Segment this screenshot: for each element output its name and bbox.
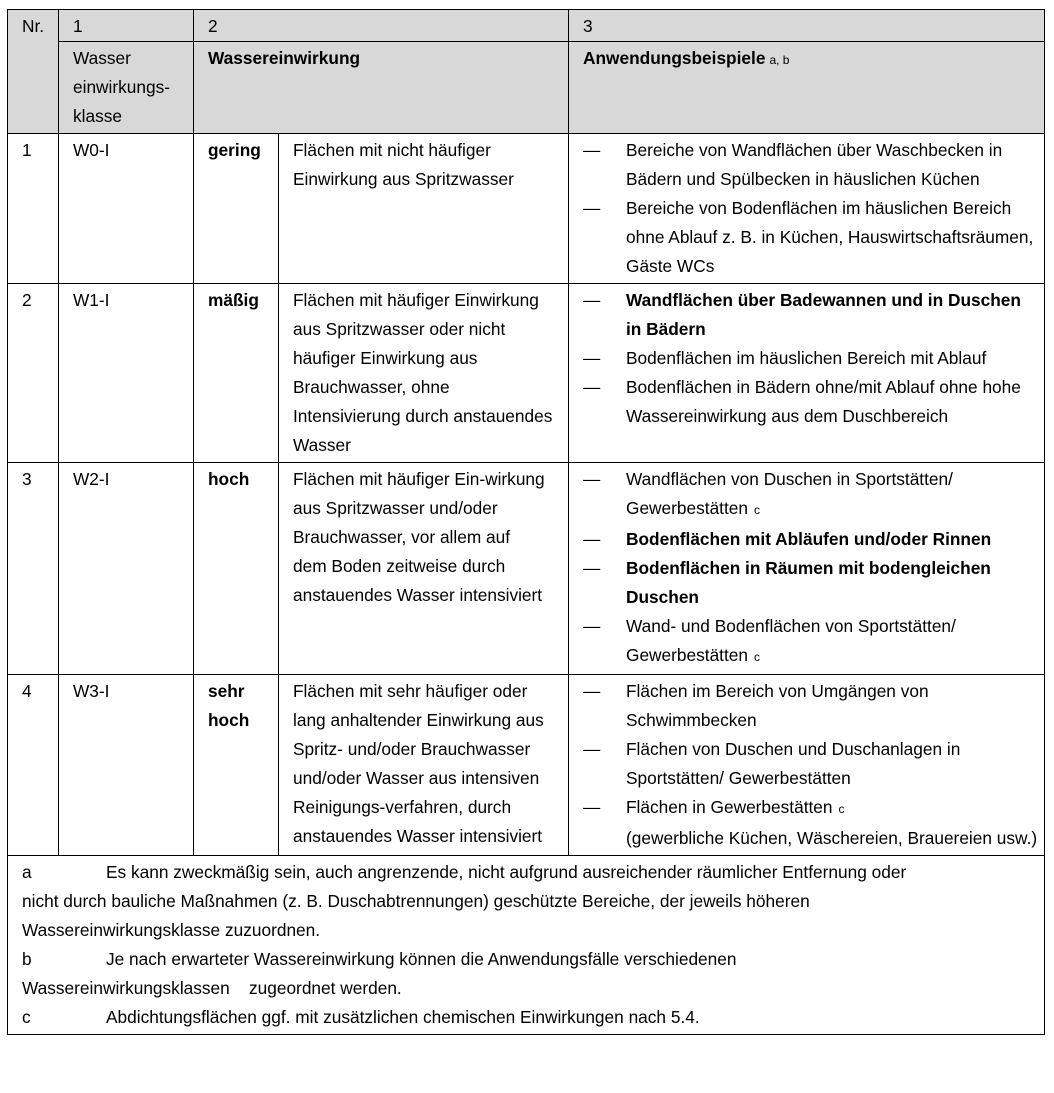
footnote-a-text: Es kann zweckmäßig sein, auch angrenzende, nicht aufgrund ausreichender räumlicher Entfernung oder: [106, 862, 907, 882]
header-col3-title: [569, 42, 1045, 134]
footnote-a-tag: a: [22, 862, 32, 882]
list-item: [583, 465, 1038, 525]
row-examples: [569, 284, 1045, 463]
row-level: hoch: [194, 463, 279, 675]
dash-marker: —: [583, 348, 601, 368]
row-nr: 3: [8, 463, 59, 675]
row-level: sehr hoch: [194, 675, 279, 856]
list-item: [583, 793, 1038, 853]
list-item: [583, 735, 1038, 793]
header-nr: Nr.: [8, 10, 59, 134]
header-col1-number: 1: [59, 10, 194, 42]
footnote-b-text-line2: Wassereinwirkungsklassen zugeordnet werden.: [22, 978, 402, 998]
header-col3-footnote-marks: a, b: [769, 53, 790, 67]
row-examples: [569, 134, 1045, 284]
example-text: Bodenflächen mit Abläufen und/oder Rinnen: [626, 529, 992, 549]
header-col3-number: 3: [569, 10, 1045, 42]
list-item: [583, 677, 1038, 735]
example-text: Bodenflächen im häuslichen Bereich mit Ablauf: [626, 348, 987, 368]
row-class: W1-I: [59, 284, 194, 463]
table-row: [8, 284, 1045, 463]
header-col1-title: [59, 42, 194, 134]
row-class: W0-I: [59, 134, 194, 284]
example-text: Wandflächen von Duschen in Sportstätten/ Gewerbestätten: [626, 469, 953, 518]
row-examples: [569, 463, 1045, 675]
example-text: Bereiche von Wandflächen über Waschbecken in Bädern und Spülbecken in häuslichen Küchen: [626, 140, 1003, 189]
row-level: gering: [194, 134, 279, 284]
footnotes: [8, 856, 1045, 1035]
row-class: W3-I: [59, 675, 194, 856]
row-nr: 2: [8, 284, 59, 463]
example-text: Wandflächen über Badewannen und in Duschen in Bädern: [626, 290, 1021, 339]
example-text-continuation: (gewerbliche Küchen, Wäschereien, Brauereien usw.): [626, 828, 1038, 848]
dash-marker: —: [583, 469, 601, 489]
footnote-a-text-line3: Wassereinwirkungsklasse zuzuordnen.: [22, 920, 321, 940]
header-col3-title-text: Anwendungsbeispiele: [583, 48, 766, 68]
row-class: W2-I: [59, 463, 194, 675]
row-description: Flächen mit häufiger Ein-wirkung aus Spritzwasser und/oder Brauchwasser, vor allem auf dem Boden zeitweise durch anstauendes Wasser intensiviert: [279, 463, 569, 675]
example-text: Flächen von Duschen und Duschanlagen in Sportstätten/ Gewerbestätten: [626, 739, 961, 788]
list-item: [583, 554, 1038, 612]
footnote-a: [22, 858, 1044, 887]
footnote-mark: c: [838, 802, 845, 816]
row-description: Flächen mit nicht häufiger Einwirkung aus Spritzwasser: [279, 134, 569, 284]
row-examples: [569, 675, 1045, 856]
row-description: Flächen mit sehr häufiger oder lang anhaltender Einwirkung aus Spritz- und/oder Brauchwasser und/oder Wasser aus intensiven Reinigungs-verfahren, durch anstauendes Wasser intensiviert: [279, 675, 569, 856]
row-nr: 1: [8, 134, 59, 284]
dash-marker: —: [583, 616, 601, 636]
list-item: [583, 194, 1038, 281]
list-item: [583, 525, 1038, 554]
header-col1-title-text: Wasser einwirkungs-klasse: [73, 48, 171, 126]
header-col2-number: 2: [194, 10, 569, 42]
footnote-b: [22, 945, 1044, 974]
list-item: [583, 373, 1038, 431]
row-description: [279, 284, 569, 463]
footnote-c: [22, 1003, 1044, 1032]
dash-marker: —: [583, 529, 601, 549]
dash-marker: —: [583, 797, 601, 817]
footnote-a-text-line2: nicht durch bauliche Maßnahmen (z. B. Duschabtrennungen) geschützte Bereiche, der jeweils höheren: [22, 891, 810, 911]
water-exposure-table: [7, 9, 1045, 1035]
dash-marker: —: [583, 377, 601, 397]
footnotes-row: [8, 856, 1045, 1035]
table-row: [8, 463, 1045, 675]
footnote-mark: c: [754, 503, 760, 517]
dash-marker: —: [583, 198, 601, 218]
example-text: Flächen in Gewerbestätten: [626, 797, 833, 817]
list-item: [583, 136, 1038, 194]
dash-marker: —: [583, 290, 601, 310]
footnote-b-tag: b: [22, 949, 32, 969]
list-item: [583, 286, 1038, 344]
row-level: mäßig: [194, 284, 279, 463]
dash-marker: —: [583, 739, 601, 759]
footnote-c-tag: c: [22, 1007, 31, 1027]
dash-marker: —: [583, 681, 601, 701]
footnote-mark: c: [754, 650, 760, 664]
example-text: Bereiche von Bodenflächen im häuslichen Bereich ohne Ablauf z. B. in Küchen, Hauswirtschaftsräumen, Gäste WCs: [626, 198, 1034, 276]
row-nr: 4: [8, 675, 59, 856]
example-text: Bodenflächen in Bädern ohne/mit Ablauf ohne hohe Wassereinwirkung aus dem Duschbereich: [626, 377, 1021, 426]
dash-marker: —: [583, 140, 601, 160]
footnote-b-text: Je nach erwarteter Wassereinwirkung können die Anwendungsfälle verschiedenen: [106, 949, 737, 969]
dash-marker: —: [583, 558, 601, 578]
header-row-titles: [8, 42, 1045, 134]
example-text: Flächen im Bereich von Umgängen von Schwimmbecken: [626, 681, 929, 730]
footnote-c-text: Abdichtungsflächen ggf. mit zusätzlichen chemischen Einwirkungen nach 5.4.: [106, 1007, 700, 1027]
list-item: [583, 344, 1038, 373]
list-item: [583, 612, 1038, 672]
row-description-text: Flächen mit häufiger Einwirkung aus Spritzwasser oder nicht häufiger Einwirkung aus Brauchwasser, ohne Intensivierung durch anstauendes Wasser: [293, 290, 553, 455]
header-row-numbers: [8, 10, 1045, 42]
example-text: Wand- und Bodenflächen von Sportstätten/ Gewerbestätten: [626, 616, 956, 665]
table-row: [8, 134, 1045, 284]
header-col2-title: Wassereinwirkung: [194, 42, 569, 134]
example-text: Bodenflächen in Räumen mit bodengleichen Duschen: [626, 558, 991, 607]
table-row: [8, 675, 1045, 856]
